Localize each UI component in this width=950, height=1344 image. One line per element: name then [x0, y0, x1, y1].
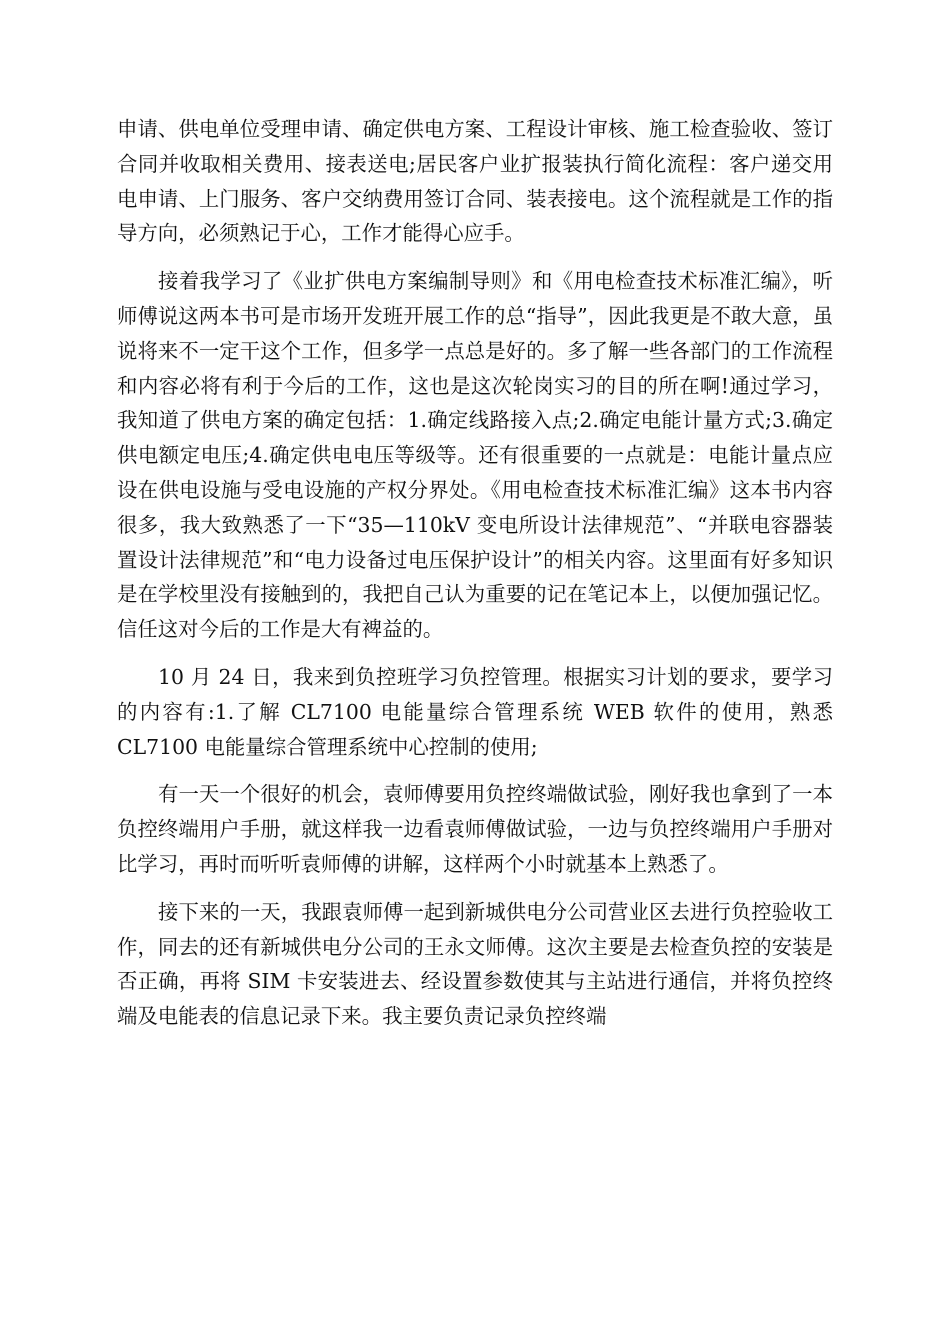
paragraph-load-control-intro: 10 月 24 日，我来到负控班学习负控管理。根据实习计划的要求，要学习的内容有:1.了解 CL7100 电能量综合管理系统 WEB 软件的使用，熟悉CL7100 电能量综合管理系统中心控制的使用; [117, 664, 833, 759]
paragraph-acceptance-work: 接下来的一天，我跟袁师傅一起到新城供电分公司营业区去进行负控验收工作，同去的还有新城供电分公司的王永文师傅。这次主要是去检查负控的安装是否正确，再将 SIM 卡安装进去、经设置参数使其与主站进行通信，并将负控终端及电能表的信息记录下来。我主要负责记录负控终端 [117, 899, 833, 1029]
document-body [117, 112, 833, 1047]
paragraph-study-guides: 接着我学习了《业扩供电方案编制导则》和《用电检查技术标准汇编》，听师傅说这两本书可是市场开发班开展工作的总“指导”，因此我更是不敢大意，虽说将来不一定干这个工作，但多学一点总是好的。多了解一些各部门的工作流程和内容必将有利于今后的工作，这也是这次轮岗实习的目的所在啊!通过学习，我知道了供电方案的确定包括：1.确定线路接入点;2.确定电能计量方式;3.确定供电额定电压;4.确定供电电压等级等。还有很重要的一点就是：电能计量点应设在供电设施与受电设施的产权分界处。《用电检查技术标准汇编》这本书内容很多，我大致熟悉了一下“35—110kV 变电所设计法律规范”、“并联电容器装置设计法律规范”和“电力设备过电压保护设计”的相关内容。这里面有好多知识是在学校里没有接触到的，我把自己认为重要的记在笔记本上，以便加强记忆。信任这对今后的工作是大有裨益的。 [117, 269, 833, 642]
paragraph-terminal-manual: 有一天一个很好的机会，袁师傅要用负控终端做试验，刚好我也拿到了一本负控终端用户手册，就这样我一边看袁师傅做试验，一边与负控终端用户手册对比学习，再时而听听袁师傅的讲解，这样两个小时就基本上熟悉了。 [117, 782, 833, 876]
paragraph-continuation: 申请、供电单位受理申请、确定供电方案、工程设计审核、施工检查验收、签订合同并收取相关费用、接表送电;居民客户业扩报装执行简化流程：客户递交用电申请、上门服务、客户交纳费用签订合同、装表接电。这个流程就是工作的指导方向，必须熟记于心，工作才能得心应手。 [117, 117, 833, 246]
